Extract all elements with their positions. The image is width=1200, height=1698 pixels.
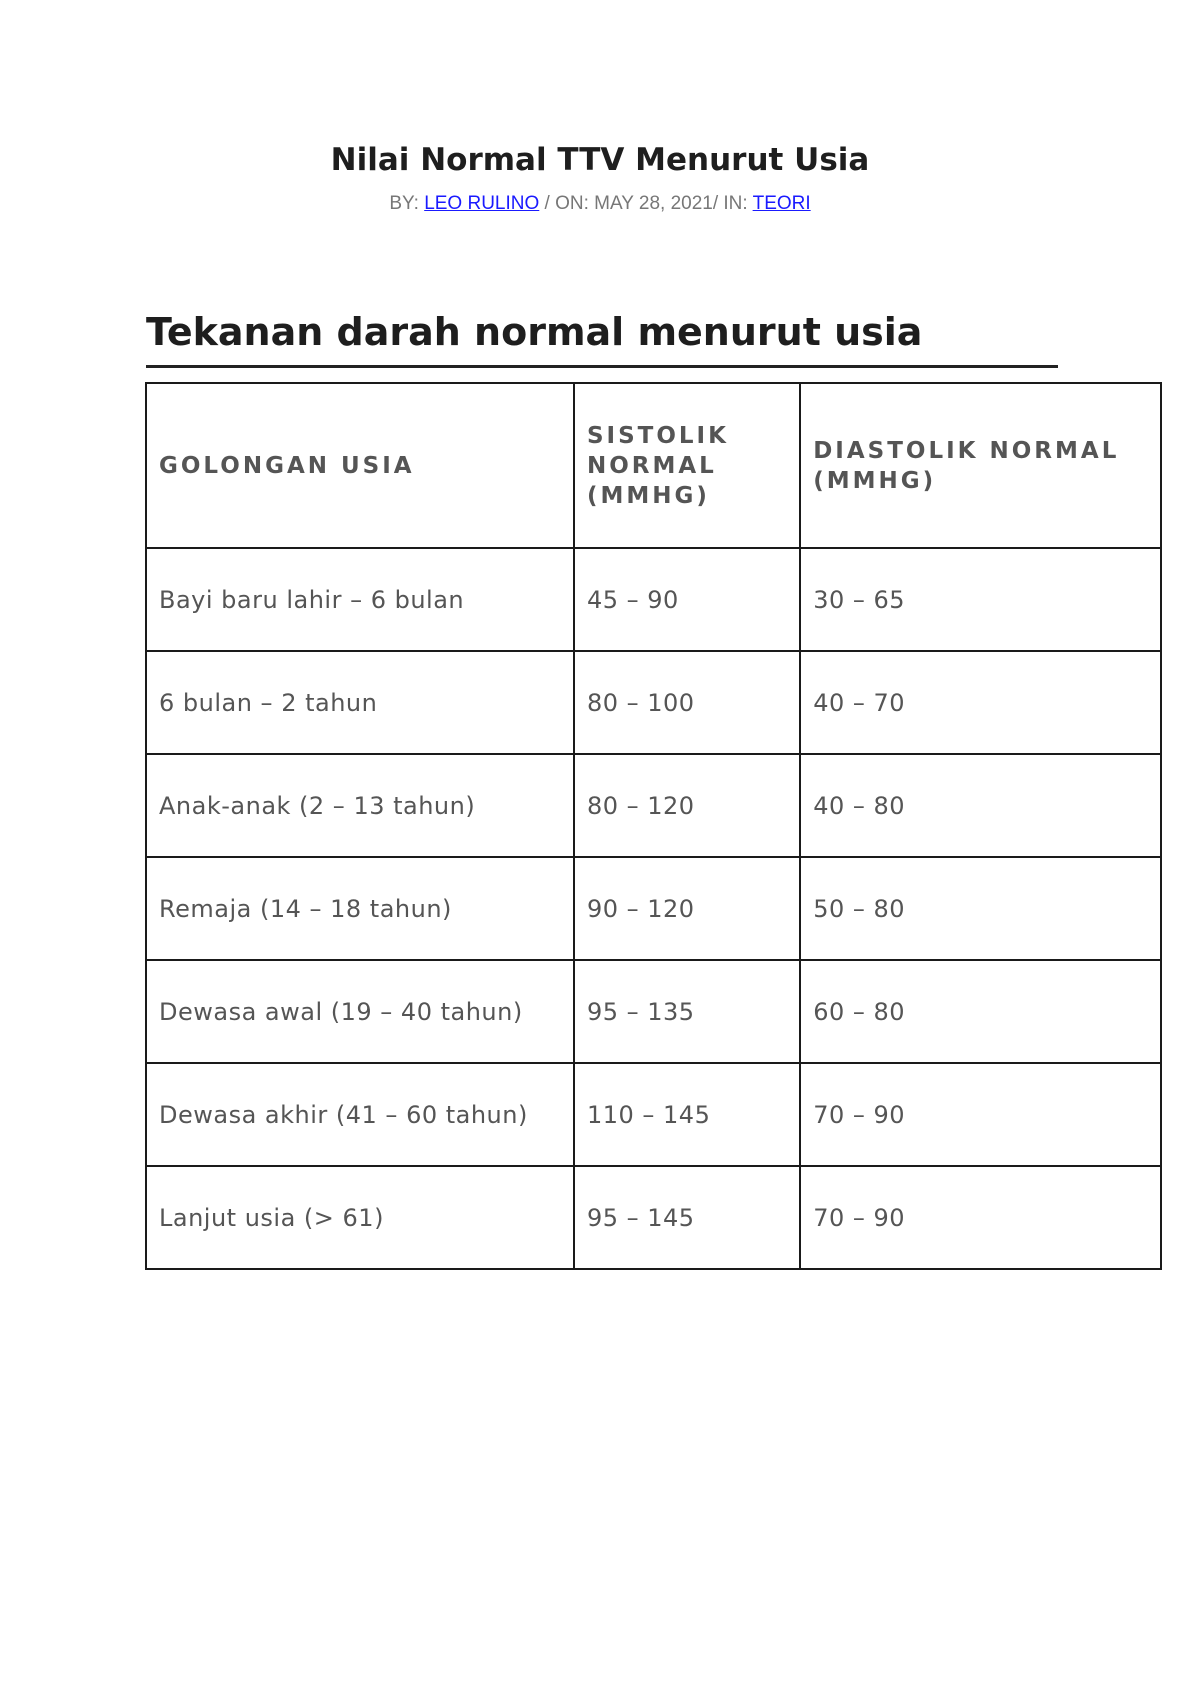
diastolic-cell: 70 – 90 <box>800 1063 1161 1166</box>
header-systolic: SISTOLIK NORMAL (MMHG) <box>574 383 800 548</box>
age-group-cell: Anak-anak (2 – 13 tahun) <box>146 754 574 857</box>
post-meta <box>0 193 1200 215</box>
diastolic-cell: 70 – 90 <box>800 1166 1161 1269</box>
meta-date-label: / ON: MAY 28, 2021/ IN: <box>539 193 753 214</box>
author-link[interactable]: LEO RULINO <box>424 193 540 214</box>
age-group-cell: Dewasa akhir (41 – 60 tahun) <box>146 1063 574 1166</box>
table-row <box>146 548 1161 651</box>
age-group-cell: Bayi baru lahir – 6 bulan <box>146 548 574 651</box>
systolic-cell: 95 – 145 <box>574 1166 800 1269</box>
heading-underline <box>146 365 1058 368</box>
blood-pressure-table <box>145 382 1162 1270</box>
page-title: Nilai Normal TTV Menurut Usia <box>330 142 870 178</box>
table-row <box>146 857 1161 960</box>
header-age-group: GOLONGAN USIA <box>146 383 574 548</box>
systolic-cell: 80 – 120 <box>574 754 800 857</box>
systolic-cell: 95 – 135 <box>574 960 800 1063</box>
table-row <box>146 1166 1161 1269</box>
header-diastolic: DIASTOLIK NORMAL (MMHG) <box>800 383 1161 548</box>
diastolic-cell: 30 – 65 <box>800 548 1161 651</box>
systolic-cell: 45 – 90 <box>574 548 800 651</box>
systolic-cell: 80 – 100 <box>574 651 800 754</box>
table-row <box>146 651 1161 754</box>
age-group-cell: Remaja (14 – 18 tahun) <box>146 857 574 960</box>
table-row <box>146 960 1161 1063</box>
age-group-cell: Dewasa awal (19 – 40 tahun) <box>146 960 574 1063</box>
diastolic-cell: 40 – 80 <box>800 754 1161 857</box>
category-link[interactable]: TEORI <box>752 193 811 214</box>
section-heading: Tekanan darah normal menurut usia <box>146 310 923 354</box>
age-group-cell: 6 bulan – 2 tahun <box>146 651 574 754</box>
meta-by-label: BY: <box>389 193 425 214</box>
diastolic-cell: 60 – 80 <box>800 960 1161 1063</box>
systolic-cell: 110 – 145 <box>574 1063 800 1166</box>
table-header-row <box>146 383 1161 548</box>
table-row <box>146 754 1161 857</box>
diastolic-cell: 40 – 70 <box>800 651 1161 754</box>
diastolic-cell: 50 – 80 <box>800 857 1161 960</box>
systolic-cell: 90 – 120 <box>574 857 800 960</box>
age-group-cell: Lanjut usia (> 61) <box>146 1166 574 1269</box>
table-row <box>146 1063 1161 1166</box>
